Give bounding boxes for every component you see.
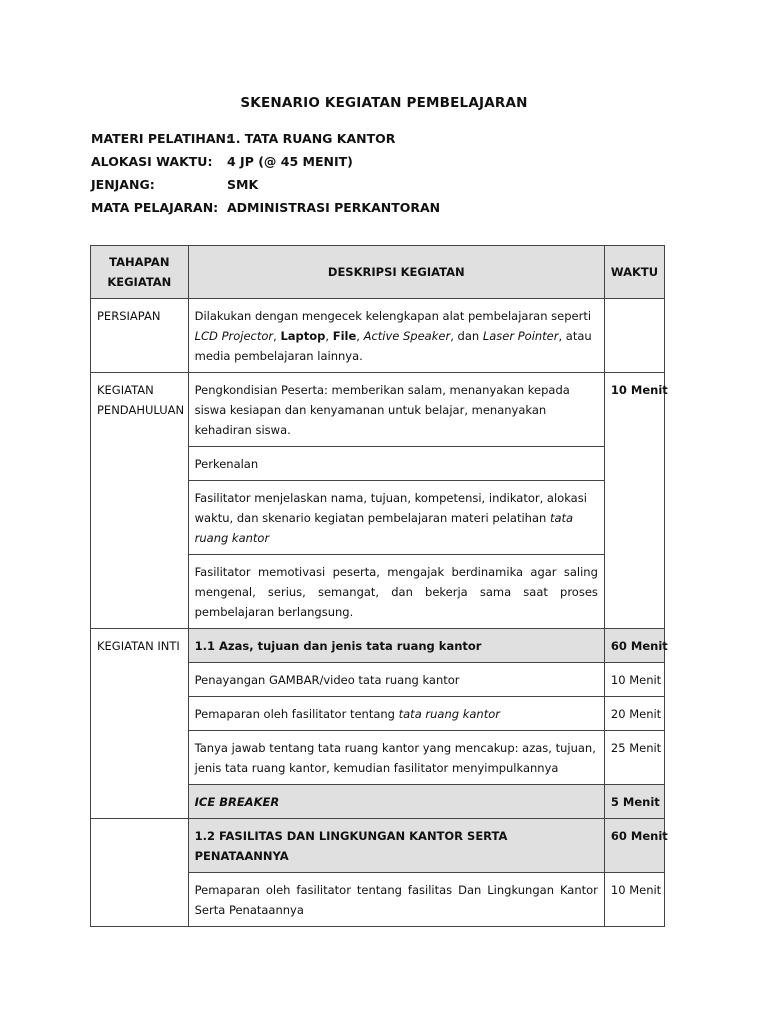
desc-cell (188, 299, 604, 373)
desc-text: File (332, 329, 357, 343)
desc-cell: 1.2 FASILITAS DAN LINGKUNGAN KANTOR SERTA PENATAANNYA (188, 819, 604, 873)
desc-text: Dilakukan dengan mengecek kelengkapan alat pembelajaran seperti (194, 309, 592, 323)
header-stage: TAHAPAN KEGIATAN (91, 246, 189, 299)
desc-text: , (356, 329, 364, 343)
meta-row-materi (91, 131, 440, 154)
meta-value: 1. TATA RUANG KANTOR (227, 131, 396, 146)
meta-row-mapel (91, 200, 440, 223)
table-row (91, 299, 665, 373)
desc-text: tata ruang kantor (194, 511, 574, 545)
time-cell: 60 Menit (604, 819, 664, 873)
meta-value: 4 JP (@ 45 MENIT) (227, 154, 353, 169)
desc-cell: 1.1 Azas, tujuan dan jenis tata ruang kantor (188, 629, 604, 663)
table-header-row (91, 246, 665, 299)
time-cell (604, 299, 664, 373)
time-cell: 10 Menit (604, 663, 664, 697)
desc-text: , (273, 329, 281, 343)
meta-row-jenjang (91, 177, 440, 200)
meta-value: SMK (227, 177, 259, 192)
desc-text: , (325, 329, 333, 343)
desc-text: , atau media pembelajaran lainnya. (194, 329, 592, 363)
meta-key: MATA PELAJARAN: (91, 200, 219, 215)
meta-info (91, 131, 440, 223)
stage-cell: KEGIATAN INTI (91, 629, 189, 819)
desc-cell: Pengkondisian Peserta: memberikan salam, menanyakan kepada siswa kesiapan dan kenyamanan untuk belajar, menanyakan kehadiran siswa. (188, 373, 604, 447)
time-cell: 10 Menit (604, 373, 664, 629)
time-cell: 60 Menit (604, 629, 664, 663)
meta-row-alokasi (91, 154, 440, 177)
table-row (91, 629, 665, 663)
time-cell: 20 Menit (604, 697, 664, 731)
table-row (91, 819, 665, 873)
header-desc: DESKRIPSI KEGIATAN (188, 246, 604, 299)
desc-text: Laptop (280, 329, 326, 343)
time-cell: 5 Menit (604, 785, 664, 819)
desc-cell: Pemaparan oleh fasilitator tentang fasilitas Dan Lingkungan Kantor Serta Penataannya (188, 873, 604, 927)
header-time: WAKTU (604, 246, 664, 299)
desc-cell: ICE BREAKER (188, 785, 604, 819)
desc-cell: Fasilitator memotivasi peserta, mengajak berdinamika agar saling mengenal, serius, semangat, dan bekerja sama saat proses pembelajaran berlangsung. (188, 555, 604, 629)
stage-cell: KEGIATAN PENDAHULUAN (91, 373, 189, 629)
desc-text: Laser Pointer (482, 329, 559, 343)
time-cell: 10 Menit (604, 873, 664, 927)
meta-key: MATERI PELATIHAN: (91, 131, 231, 146)
desc-text: Pemaparan oleh fasilitator tentang (194, 707, 399, 721)
desc-cell: Penayangan GAMBAR/video tata ruang kantor (188, 663, 604, 697)
meta-key: JENJANG: (91, 177, 155, 192)
desc-cell: Tanya jawab tentang tata ruang kantor yang mencakup: azas, tujuan, jenis tata ruang kantor, kemudian fasilitator menyimpulkannya (188, 731, 604, 785)
desc-text: Fasilitator menjelaskan nama, tujuan, kompetensi, indikator, alokasi waktu, dan skenario kegiatan pembelajaran materi pelatihan (194, 491, 587, 525)
scenario-table (90, 245, 668, 927)
stage-cell: PERSIAPAN (91, 299, 189, 373)
desc-text: Active Speaker (363, 329, 451, 343)
desc-cell (188, 481, 604, 555)
meta-value: ADMINISTRASI PERKANTORAN (227, 200, 441, 215)
stage-cell (91, 819, 189, 927)
document-title: SKENARIO KEGIATAN PEMBELAJARAN (240, 95, 528, 111)
time-cell: 25 Menit (604, 731, 664, 785)
desc-text: tata ruang kantor (398, 707, 500, 721)
desc-cell: Perkenalan (188, 447, 604, 481)
meta-key: ALOKASI WAKTU: (91, 154, 213, 169)
desc-cell (188, 697, 604, 731)
table-row (91, 373, 665, 447)
desc-text: LCD Projector (194, 329, 274, 343)
desc-text: , dan (450, 329, 483, 343)
